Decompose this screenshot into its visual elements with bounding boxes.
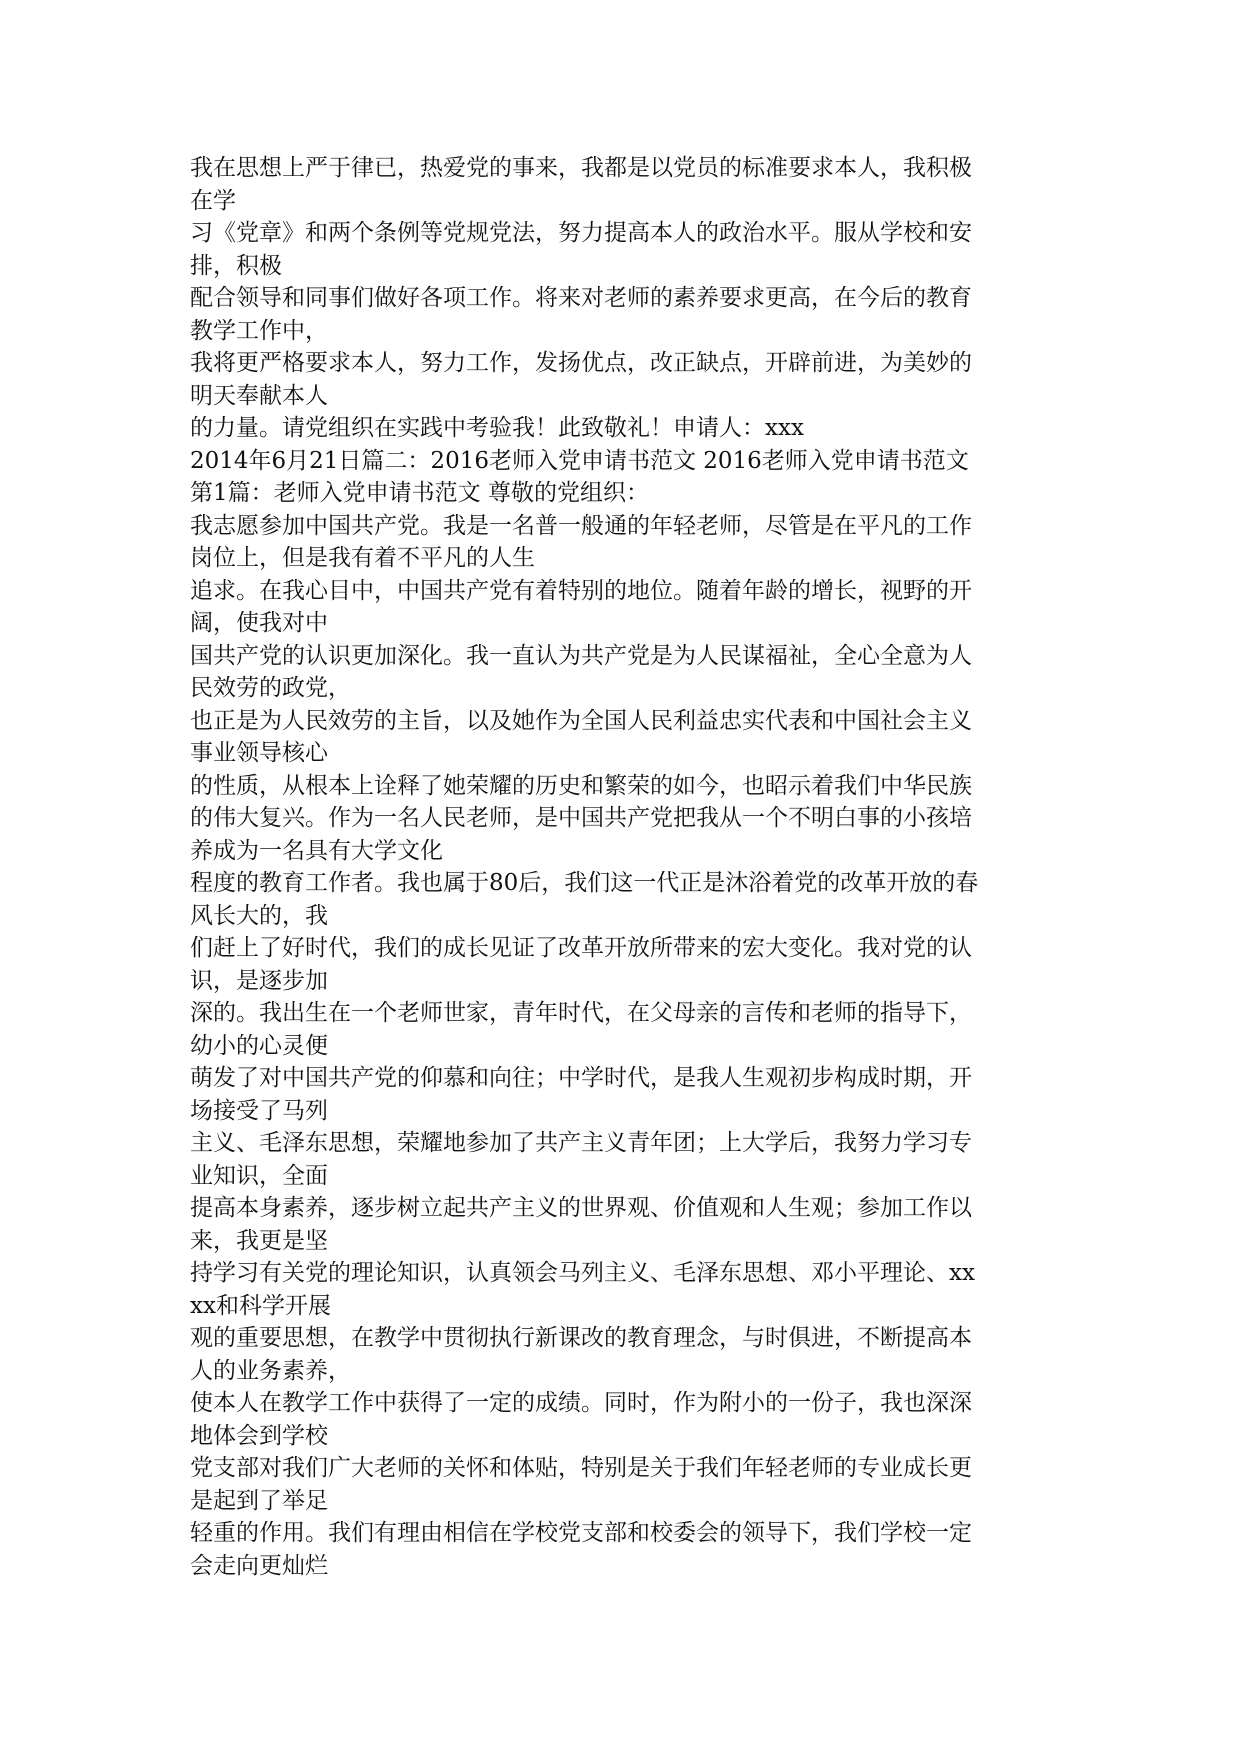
text-line: 使本人在教学工作中获得了一定的成绩。同时，作为附小的一份子，我也深深 <box>190 1390 972 1416</box>
text-line: 配合领导和同事们做好各项工作。将来对老师的素养要求更高，在今后的教育 <box>190 285 972 311</box>
text-line: 程度的教育工作者。我也属于80后，我们这一代正是沐浴着党的改革开放的春 <box>190 870 979 896</box>
text-line: 们赶上了好时代，我们的成长见证了改革开放所带来的宏大变化。我对党的认 <box>190 935 972 961</box>
text-line: 也正是为人民效劳的主旨，以及她作为全国人民利益忠实代表和中国社会主义 <box>190 707 972 734</box>
text-line: 阔，使我对中 <box>190 610 328 636</box>
text-line: 风长大的，我 <box>190 902 328 929</box>
text-line: 追求。在我心目中，中国共产党有着特别的地位。随着年龄的增长，视野的开 <box>190 577 972 604</box>
text-line: 我在思想上严于律已，热爱党的事来，我都是以党员的标准要求本人，我积极 <box>190 155 972 181</box>
text-line: 人的业务素养， <box>190 1357 351 1384</box>
text-line: 识，是逐步加 <box>190 967 328 994</box>
text-line: 岗位上，但是我有着不平凡的人生 <box>190 545 535 571</box>
text-line: 提高本身素养，逐步树立起共产主义的世界观、价值观和人生观；参加工作以 <box>190 1195 972 1221</box>
text-line: 的力量。请党组织在实践中考验我！此致敬礼！申请人：xxx <box>190 415 804 441</box>
text-line: 幼小的心灵便 <box>190 1032 328 1059</box>
text-line: 在学 <box>190 187 236 214</box>
text-line: 深的。我出生在一个老师世家，青年时代，在父母亲的言传和老师的指导下， <box>190 1000 972 1026</box>
text-line: 养成为一名具有大学文化 <box>190 837 443 864</box>
text-line: 教学工作中， <box>190 317 328 344</box>
text-line: 轻重的作用。我们有理由相信在学校党支部和校委会的领导下，我们学校一定 <box>190 1520 972 1546</box>
text-line: xx和科学开展 <box>190 1292 331 1319</box>
text-line: 场接受了马列 <box>190 1097 328 1124</box>
text-line: 的性质，从根本上诠释了她荣耀的历史和繁荣的如今，也昭示着我们中华民族 <box>190 772 972 799</box>
text-line: 习《党章》和两个条例等党规党法，努力提高本人的政治水平。服从学校和安 <box>190 220 972 246</box>
text-line: 我志愿参加中国共产党。我是一名普一般通的年轻老师，尽管是在平凡的工作 <box>190 512 972 539</box>
text-line: 明天奉献本人 <box>190 382 328 409</box>
text-line: 主义、毛泽东思想，荣耀地参加了共产主义青年团；上大学后，我努力学习专 <box>190 1130 972 1156</box>
text-line: 国共产党的认识更加深化。我一直认为共产党是为人民谋福祉，全心全意为人 <box>190 642 972 669</box>
text-line: 党支部对我们广大老师的关怀和体贴，特别是关于我们年轻老师的专业成长更 <box>190 1455 972 1481</box>
text-line: 我将更严格要求本人，努力工作，发扬优点，改正缺点，开辟前进，为美妙的 <box>190 350 972 376</box>
text-line: 来，我更是坚 <box>190 1227 328 1254</box>
text-line: 的伟大复兴。作为一名人民老师，是中国共产党把我从一个不明白事的小孩培 <box>190 805 972 831</box>
text-line: 2014年6月21日篇二：2016老师入党申请书范文 2016老师入党申请书范文 <box>190 447 969 474</box>
text-line: 民效劳的政党， <box>190 675 351 701</box>
text-line: 第1篇：老师入党申请书范文 尊敬的党组织： <box>190 480 649 506</box>
text-line: 会走向更灿烂 <box>190 1552 328 1579</box>
text-line: 观的重要思想，在教学中贯彻执行新课改的教育理念，与时俱进，不断提高本 <box>190 1325 972 1351</box>
text-line: 排，积极 <box>190 252 282 279</box>
text-line: 萌发了对中国共产党的仰慕和向往；中学时代，是我人生观初步构成时期，开 <box>190 1065 972 1091</box>
text-line: 持学习有关党的理论知识，认真领会马列主义、毛泽东思想、邓小平理论、xx <box>190 1260 975 1286</box>
text-line: 业知识，全面 <box>190 1162 328 1189</box>
text-line: 地体会到学校 <box>190 1422 328 1449</box>
text-line: 是起到了举足 <box>190 1487 328 1514</box>
text-line: 事业领导核心 <box>190 740 328 766</box>
document-body <box>190 152 1050 1582</box>
